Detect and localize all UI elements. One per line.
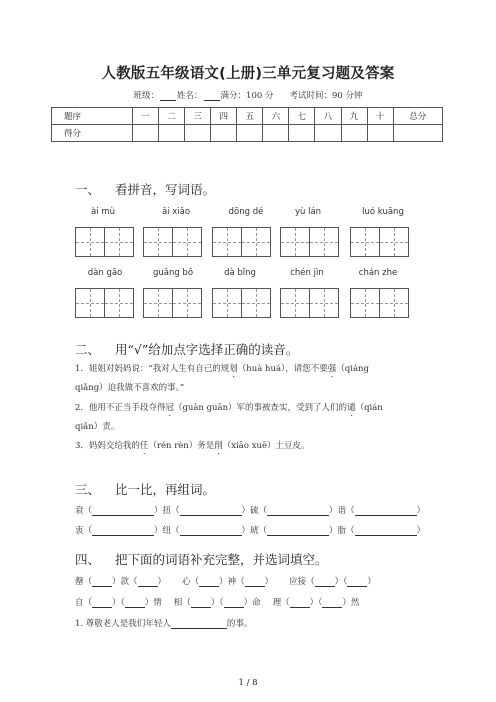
tianzi-box[interactable] bbox=[280, 227, 339, 257]
answer-blank[interactable] bbox=[92, 577, 112, 587]
page-number: 1 / 8 bbox=[238, 678, 258, 688]
header-cell: 总分 bbox=[393, 108, 442, 125]
answer-blank[interactable] bbox=[191, 598, 211, 608]
header-cell: 题序 bbox=[52, 108, 133, 125]
dotted-char: 削 bbox=[214, 441, 223, 451]
idiom-row-1: 罄（ ）款（ ） 心（ ）神（ ） 应接（ ）（ ） bbox=[75, 577, 376, 587]
dotted-char: 任 bbox=[139, 441, 149, 451]
section-title: 把下面的词语补充完整，并选词填空。 bbox=[115, 552, 328, 567]
name-label: 姓名： bbox=[177, 91, 203, 101]
pinyin: chén jìn bbox=[290, 268, 324, 278]
pinyin: guǎng bō bbox=[152, 268, 194, 278]
score-cell[interactable] bbox=[211, 125, 237, 142]
tianzi-box[interactable] bbox=[212, 288, 271, 318]
tianzi-box[interactable] bbox=[212, 227, 271, 257]
answer-blank[interactable] bbox=[138, 577, 158, 587]
header-cell: 三 bbox=[185, 108, 211, 125]
answer-blank[interactable] bbox=[267, 506, 329, 516]
score-cell[interactable] bbox=[263, 125, 289, 142]
header-cell: 九 bbox=[341, 108, 367, 125]
header-cell: 十 bbox=[367, 108, 393, 125]
pinyin: ǎi xiǎo bbox=[161, 207, 191, 217]
pinyin: yù lán bbox=[294, 207, 322, 217]
fill-sentence-1: 1. 尊敬老人是我们年轻人 的事。 bbox=[75, 619, 253, 629]
pinyin: ài mù bbox=[91, 207, 115, 217]
header-cell: 五 bbox=[237, 108, 263, 125]
score-cell[interactable] bbox=[185, 125, 211, 142]
header-cell: 六 bbox=[263, 108, 289, 125]
tianzi-box[interactable] bbox=[75, 288, 134, 318]
idiom-row-2: 自（ ）（ ）情 相（ ）（ ）命 理（ ）（ ）然 bbox=[75, 598, 360, 608]
question-2-2-cont: qiǎn）责。 bbox=[75, 422, 120, 432]
full-score: 满分：100 分 bbox=[220, 91, 274, 101]
question-2-1-cont: qiǎng）迫我做不喜欢的事。” bbox=[75, 383, 185, 393]
section-number: 三、 bbox=[75, 482, 101, 497]
pinyin: dà bǐng bbox=[224, 268, 256, 278]
score-cell[interactable] bbox=[289, 125, 315, 142]
answer-blank[interactable] bbox=[315, 577, 335, 587]
pinyin: dàn gāo bbox=[87, 268, 123, 278]
dotted-char: 谴 bbox=[347, 403, 356, 413]
compare-row-1: 衰（ ）扭（ ）硫（ ）诣（ ） bbox=[75, 506, 426, 516]
page-title: 人教版五年级语文(上册)三单元复习题及答案 bbox=[101, 66, 395, 82]
header-cell: 七 bbox=[289, 108, 315, 125]
pinyin: dōng dé bbox=[228, 207, 264, 217]
dotted-char: 强 bbox=[327, 364, 337, 374]
score-cell[interactable] bbox=[367, 125, 393, 142]
score-cell[interactable] bbox=[341, 125, 367, 142]
header-cell: 一 bbox=[133, 108, 159, 125]
answer-blank[interactable] bbox=[92, 598, 112, 608]
score-table bbox=[51, 107, 443, 142]
answer-blank[interactable] bbox=[171, 619, 227, 629]
score-cell[interactable] bbox=[237, 125, 263, 142]
score-cell[interactable] bbox=[315, 125, 341, 142]
class-blank bbox=[160, 91, 176, 101]
score-cell[interactable] bbox=[159, 125, 185, 142]
score-cell[interactable] bbox=[393, 125, 442, 142]
row-label: 得分 bbox=[52, 125, 133, 142]
answer-blank[interactable] bbox=[92, 526, 154, 536]
answer-blank[interactable] bbox=[290, 598, 310, 608]
section-number: 二、 bbox=[75, 342, 101, 357]
header-cell: 四 bbox=[211, 108, 237, 125]
dotted-char: 划 bbox=[229, 364, 238, 374]
header-cell: 八 bbox=[315, 108, 341, 125]
answer-blank[interactable] bbox=[245, 577, 265, 587]
section-1-heading bbox=[75, 180, 215, 198]
answer-blank[interactable] bbox=[267, 526, 329, 536]
question-2-1: 1．姐姐对妈妈说：“我对人生有自己的规划（huà huá），请您不要强（qiáng bbox=[75, 364, 369, 374]
tianzi-box[interactable] bbox=[350, 227, 409, 257]
answer-blank[interactable] bbox=[224, 598, 244, 608]
section-2-heading bbox=[75, 340, 298, 358]
pinyin: chán zhe bbox=[358, 268, 398, 278]
section-4-heading bbox=[75, 550, 328, 568]
score-table-header bbox=[52, 108, 443, 125]
answer-blank[interactable] bbox=[199, 577, 219, 587]
answer-blank[interactable] bbox=[355, 506, 417, 516]
section-title: 看拼音，写词语。 bbox=[115, 182, 216, 197]
tianzi-box[interactable] bbox=[280, 288, 339, 318]
section-title: 比一比，再组词。 bbox=[115, 482, 216, 497]
score-table-row bbox=[52, 125, 443, 142]
answer-blank[interactable] bbox=[347, 577, 367, 587]
dotted-char: 冠 bbox=[165, 403, 174, 413]
tianzi-box[interactable] bbox=[143, 288, 202, 318]
section-number: 一、 bbox=[75, 182, 101, 197]
answer-blank[interactable] bbox=[355, 526, 417, 536]
tianzi-box[interactable] bbox=[75, 227, 134, 257]
section-3-heading bbox=[75, 480, 215, 498]
answer-blank[interactable] bbox=[180, 526, 242, 536]
answer-blank[interactable] bbox=[125, 598, 145, 608]
header-cell: 二 bbox=[159, 108, 185, 125]
exam-time: 考试时间：90 分钟 bbox=[289, 91, 363, 101]
section-title: 用“√”给加点字选择正确的读音。 bbox=[115, 342, 299, 357]
answer-blank[interactable] bbox=[92, 506, 154, 516]
class-label: 班级： bbox=[133, 91, 160, 101]
question-2-3: 3．妈妈交给我的任（rén rèn）务是削（xiāo xuē）土豆皮。 bbox=[75, 441, 310, 451]
pinyin: luó kuāng bbox=[362, 207, 404, 217]
answer-blank[interactable] bbox=[180, 506, 242, 516]
tianzi-box[interactable] bbox=[350, 288, 409, 318]
exam-info bbox=[0, 89, 496, 101]
compare-row-2: 衷（ ）纽（ ）琥（ ）脂（ ） bbox=[75, 526, 426, 536]
score-cell[interactable] bbox=[133, 125, 159, 142]
name-blank bbox=[204, 91, 220, 101]
question-2-2: 2．他用不正当手段夺得冠（guàn guān）军的事被查实，受到了人们的谴（qián bbox=[75, 403, 383, 413]
tianzi-box[interactable] bbox=[143, 227, 202, 257]
answer-blank[interactable] bbox=[322, 598, 342, 608]
section-number: 四、 bbox=[75, 552, 101, 567]
